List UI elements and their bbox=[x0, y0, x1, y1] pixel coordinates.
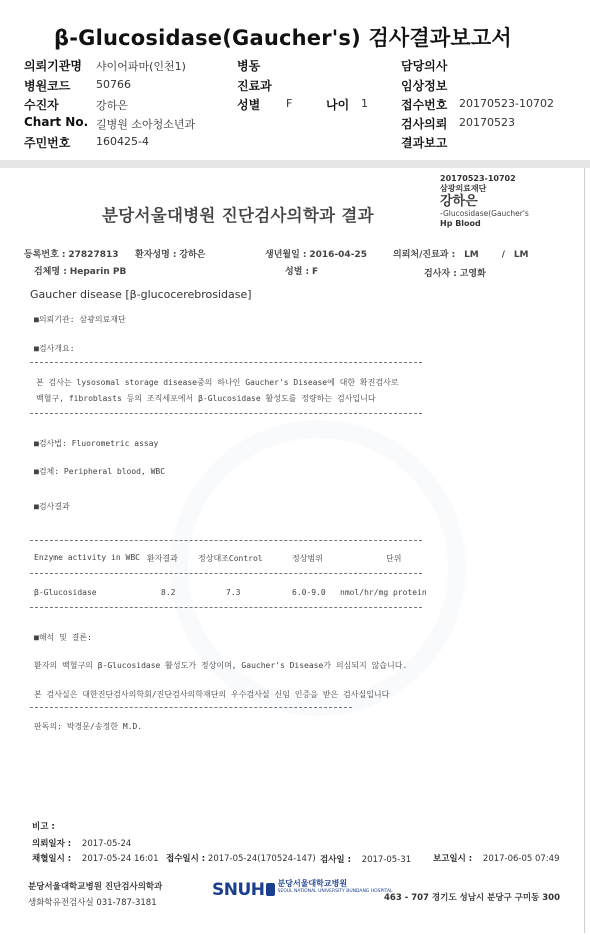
requester-label: 의뢰처/진료과 : bbox=[393, 250, 456, 260]
requester-separator: / bbox=[501, 250, 505, 260]
request-label: 검사의뢰 bbox=[401, 117, 448, 131]
footer-address: 463 - 707 경기도 성남시 분당구 구미동 300 bbox=[384, 893, 561, 903]
collect-date-label: 채혈일시 : bbox=[32, 854, 72, 864]
dob-value: 2016-04-25 bbox=[309, 250, 367, 260]
table-cell-patient-result: 8.2 bbox=[161, 588, 176, 597]
test-name: Gaucher disease [β-glucocerebrosidase] bbox=[30, 288, 252, 301]
overview-line-2: 백혈구, fibroblasts 등의 조직세포에서 β-Glucosidase 활성도를 정량하는 검사입니다 bbox=[36, 394, 376, 403]
receive-date-label: 접수일시 : bbox=[166, 854, 206, 864]
results-title: ■검사결과 bbox=[34, 502, 70, 511]
snuh-logo-english: SEOUL NATIONAL UNIVERSITY BUNDANG HOSPITAL bbox=[277, 889, 393, 894]
request-value: 20170523 bbox=[459, 116, 515, 129]
watermark-seal bbox=[170, 420, 466, 716]
remarks-label: 비고 : bbox=[32, 822, 55, 832]
table-cell-range: 6.0-9.0 bbox=[292, 588, 326, 597]
report-date-value: 2017-06-05 07:49 bbox=[482, 854, 560, 864]
divider bbox=[30, 607, 422, 608]
divider bbox=[30, 573, 422, 574]
readers: 판독의: 박경문/송정한 M.D. bbox=[34, 722, 143, 731]
patient-value: 강하은 bbox=[96, 99, 128, 112]
dob-label: 생년월일 : bbox=[265, 250, 307, 260]
clinical-info-label: 임상정보 bbox=[401, 79, 448, 93]
specimen-label-sticker bbox=[440, 174, 529, 229]
label-number: 20170523-10702 bbox=[440, 174, 516, 183]
sex-label: 성별 bbox=[237, 98, 261, 112]
patient-label: 수진자 bbox=[24, 98, 59, 112]
referring-org: ■의뢰기관: 삼광의료재단 bbox=[34, 315, 126, 324]
hospital-code-value: 50766 bbox=[96, 78, 131, 91]
request-date-label: 의뢰일자 : bbox=[32, 839, 72, 849]
chart-no-value: 길병원 소아청소년과 bbox=[96, 118, 196, 131]
resident-id-value: 160425-4 bbox=[96, 135, 149, 148]
table-cell-unit: nmol/hr/mg protein bbox=[340, 588, 427, 597]
interpretation-line-2: 본 검사실은 대한진단검사의학회/진단검사의학재단의 우수검사실 신임 인증을 받은 검사실입니다 bbox=[34, 690, 390, 699]
table-cell-enzyme: β-Glucosidase bbox=[34, 588, 97, 597]
requester-dept-value: LM bbox=[513, 250, 529, 260]
receipt-no-value: 20170523-10702 bbox=[459, 97, 554, 110]
document-title: β-Glucosidase(Gaucher's) 검사결과보고서 bbox=[54, 26, 512, 50]
report-hospital-title: 분당서울대병원 진단검사의학과 결과 bbox=[102, 206, 374, 225]
examiner-label: 검사자 : bbox=[424, 269, 457, 279]
divider bbox=[30, 362, 422, 363]
table-header-range: 정상범위 bbox=[292, 554, 323, 563]
institution-label: 의뢰기관명 bbox=[24, 59, 82, 73]
receive-date-value: 2017-05-24(170524-147) bbox=[207, 854, 316, 864]
specimen-line: ■검체: Peripheral blood, WBC bbox=[34, 467, 166, 476]
report-date-label: 보고일시 : bbox=[433, 854, 473, 864]
snuh-logo-emblem bbox=[266, 883, 275, 896]
patient-name-value: 강하은 bbox=[179, 250, 206, 260]
examiner-value: 고영화 bbox=[459, 269, 486, 279]
divider bbox=[30, 707, 352, 708]
requester-value: LM bbox=[464, 250, 479, 260]
hospital-code-label: 병원코드 bbox=[24, 79, 71, 93]
test-date-value: 2017-05-31 bbox=[361, 855, 412, 865]
reg-no-value: 27827813 bbox=[68, 250, 119, 260]
chart-no-label: Chart No. bbox=[24, 115, 89, 129]
method: ■검사법: Fluorometric assay bbox=[34, 439, 159, 448]
footer-department: 분당서울대학교병원 진단검사의학과 bbox=[28, 882, 163, 892]
table-cell-control: 7.3 bbox=[226, 588, 241, 597]
interpretation-line-1: 환자의 백혈구의 β-Glucosidase 활성도가 정상이며, Gaucher's Disease가 의심되지 않습니다. bbox=[34, 661, 408, 670]
interpretation-title: ■해석 및 결론: bbox=[34, 633, 92, 642]
label-specimen: Hp Blood bbox=[440, 219, 481, 228]
report-sex-value: F bbox=[312, 267, 319, 277]
institution-value: 샤이어파마(인천1) bbox=[96, 60, 186, 73]
department-label: 진료과 bbox=[237, 79, 272, 93]
overview-title: ■검사개요: bbox=[34, 344, 75, 353]
overview-line-1: 본 검사는 lysosomal storage disease중의 하나인 Gaucher's Disease에 대한 확진검사로 bbox=[36, 378, 399, 387]
age-value: 1 bbox=[361, 97, 368, 110]
footer-phone: 생화학유전검사실 031-787-3181 bbox=[28, 898, 157, 908]
table-header-unit: 단위 bbox=[386, 554, 402, 563]
snuh-logo-korean: 분당서울대학교병원 bbox=[277, 879, 348, 888]
ward-label: 병동 bbox=[237, 59, 261, 73]
receipt-no-label: 접수번호 bbox=[401, 98, 448, 112]
table-header-control: 정상대조Control bbox=[198, 554, 263, 563]
label-org: 삼광의료재단 bbox=[440, 184, 487, 193]
table-header-patient: 환자결과 bbox=[147, 554, 178, 563]
age-label: 나이 bbox=[326, 98, 350, 112]
reg-no-label: 등록번호 : bbox=[24, 250, 66, 260]
request-date-value: 2017-05-24 bbox=[81, 839, 132, 849]
collect-date-value: 2017-05-24 16:01 bbox=[81, 854, 159, 864]
report-sex-label: 성별 : bbox=[285, 267, 310, 277]
divider bbox=[30, 413, 422, 414]
specimen-label: 검체명 : bbox=[34, 267, 67, 277]
doctor-label: 담당의사 bbox=[401, 59, 448, 73]
table-header-enzyme: Enzyme activity in WBC bbox=[34, 553, 140, 562]
label-name: 강하은 bbox=[440, 194, 478, 209]
resident-id-label: 주민번호 bbox=[24, 136, 71, 150]
page-separator bbox=[0, 160, 590, 168]
test-date-label: 검사일 : bbox=[320, 855, 351, 865]
label-test: -Glucosidase(Gaucher's bbox=[440, 209, 529, 218]
patient-name-label: 환자성명 : bbox=[135, 250, 177, 260]
specimen-value: Heparin PB bbox=[69, 267, 127, 277]
snuh-logo bbox=[212, 880, 393, 900]
result-report-label: 결과보고 bbox=[401, 136, 448, 150]
snuh-logo-word: SNUH bbox=[212, 880, 265, 900]
divider bbox=[30, 540, 422, 541]
sex-value: F bbox=[286, 97, 293, 110]
